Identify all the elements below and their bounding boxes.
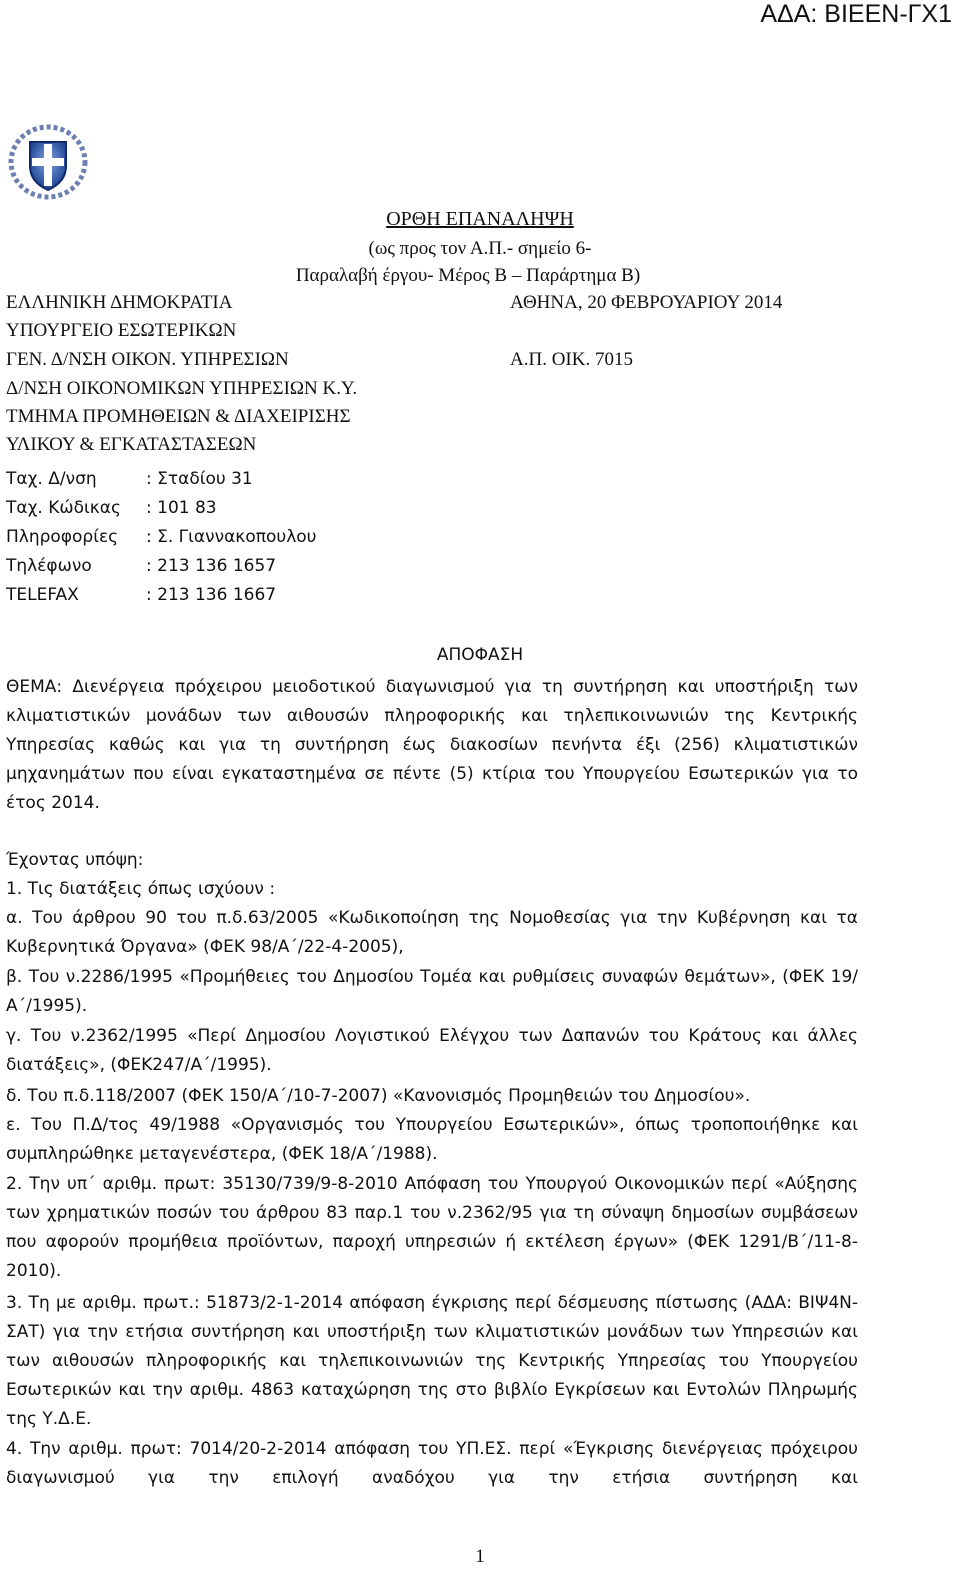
item-e: ε. Του Π.Δ/τος 49/1988 «Οργανισμός του Υπουργείου Εσωτερικών», όπως τροποποιήθηκε και συμπληρώθηκε μεταγενέστερα, (ΦΕΚ 18/Α΄/1988). xyxy=(6,1115,858,1164)
info-label: Τηλέφωνο xyxy=(6,556,92,576)
item-a: α. Του άρθρου 90 του π.δ.63/2005 «Κωδικοποίηση της Νομοθεσίας για την Κυβέρνηση και τα Κυβερνητικά Όργανα» (ΦΕΚ 98/Α΄/22-4-2005), xyxy=(6,908,858,957)
header-directorate-general: ΓΕΝ. Δ/ΝΣΗ ΟΙΚΟΝ. ΥΠΗΡΕΣΙΩΝ xyxy=(6,349,289,370)
header-directorate: Δ/ΝΣΗ ΟΙΚΟΝΟΜΙΚΩΝ ΥΠΗΡΕΣΙΩΝ Κ.Υ. xyxy=(6,378,358,399)
info-phone xyxy=(6,556,276,576)
doc-heading-note-2: Παραλαβή έργου- Μέρος Β – Παράρτημα Β) xyxy=(295,265,641,286)
item-1: 1. Τις διατάξεις όπως ισχύουν : xyxy=(6,879,276,899)
info-label: Ταχ. Κώδικας xyxy=(6,498,121,518)
header-protocol: Α.Π. ΟΙΚ. 7015 xyxy=(510,349,633,370)
page-number: 1 xyxy=(475,1546,485,1567)
greek-coat-of-arms-icon xyxy=(8,120,88,200)
info-address xyxy=(6,469,253,489)
info-value: : 213 136 1667 xyxy=(146,585,277,605)
header-department: ΤΜΗΜΑ ΠΡΟΜΗΘΕΙΩΝ & ΔΙΑΧΕΙΡΙΣΗΣ xyxy=(6,406,351,427)
header-republic: ΕΛΛΗΝΙΚΗ ΔΗΜΟΚΡΑΤΙΑ xyxy=(6,292,233,313)
header-ministry: ΥΠΟΥΡΓΕΙΟ ΕΣΩΤΕΡΙΚΩΝ xyxy=(6,320,237,341)
info-postcode xyxy=(6,498,217,518)
item-3: 3. Τη με αριθμ. πρωτ.: 51873/2-1-2014 απόφαση έγκρισης περί δέσμευσης πίστωσης (ΑΔΑ: ΒΙΨ4Ν-ΣΑΤ) για την ετήσια συντήρηση και υποστήριξη των κλιματιστικών μονάδων των Υπηρεσιών και των αιθουσών πληροφορικής και τηλεπικοινωνιών της Κεντρικής Υπηρεσίας του Υπουργείου Εσωτερικών και την αριθμ. 4863 καταχώρηση της στο βιβλίο Εγκρίσεων και Εντολών Πληρωμής της Υ.Δ.Ε. xyxy=(6,1293,858,1429)
ada-code: ΑΔΑ: ΒΙΕΕΝ-ΓΧ1 xyxy=(760,0,952,28)
info-value: : Σ. Γιαννακοπουλου xyxy=(146,527,317,547)
item-d: δ. Του π.δ.118/2007 (ΦΕΚ 150/Α΄/10-7-2007) «Κανονισμός Προμηθειών του Δημοσίου». xyxy=(6,1086,751,1106)
item-b: β. Του ν.2286/1995 «Προμήθειες του Δημοσίου Τομέα και ρυθμίσεις συναφών θεμάτων», (ΦΕΚ 19/Α΄/1995). xyxy=(6,967,858,1016)
info-contact xyxy=(6,527,317,547)
item-4: 4. Την αριθμ. πρωτ: 7014/20-2-2014 απόφαση του ΥΠ.ΕΣ. περί «Έγκρισης διενέργειας πρόχειρου διαγωνισμού για την επιλογή αναδόχου για την ετήσια συντήρηση και xyxy=(6,1439,858,1488)
info-label: Ταχ. Δ/νση xyxy=(6,469,97,489)
info-value: : Σταδίου 31 xyxy=(146,469,253,489)
item-2: 2. Την υπ΄ αριθμ. πρωτ: 35130/739/9-8-2010 Απόφαση του Υπουργού Οικονομικών περί «Αύξησης των χρηματικών ποσών του άρθρου 83 παρ.1 του ν.2362/95 για τη σύναψη δημοσίων συμβάσεων που αφορούν προμήθεια προϊόντων, παροχή υπηρεσιών ή εκτέλεση έργων» (ΦΕΚ 1291/Β΄/11-8-2010). xyxy=(6,1174,858,1281)
info-value: : 101 83 xyxy=(146,498,217,518)
info-label: Πληροφορίες xyxy=(6,527,119,547)
info-value: : 213 136 1657 xyxy=(146,556,277,576)
header-date: ΑΘΗΝΑ, 20 ΦΕΒΡΟΥΑΡΙΟΥ 2014 xyxy=(510,292,783,313)
info-label: TELEFAX xyxy=(6,585,79,605)
decision-title: ΑΠΟΦΑΣΗ xyxy=(436,645,524,665)
info-fax xyxy=(6,585,276,605)
header-department-2: ΥΛΙΚΟΥ & ΕΓΚΑΤΑΣΤΑΣΕΩΝ xyxy=(6,434,257,455)
doc-heading-repeat: ΟΡΘΗ ΕΠΑΝΑΛΗΨΗ xyxy=(386,208,574,230)
subject-paragraph: ΘΕΜΑ: Διενέργεια πρόχειρου μειοδοτικού διαγωνισμού για τη συντήρηση και υποστήριξη των κλιματιστικών μονάδων των αιθουσών πληροφορικής και τηλεπικοινωνιών της Κεντρικής Υπηρεσίας καθώς και για τη συντήρηση έως διακοσίων πενήντα έξι (256) κλιματιστικών μηχανημάτων που είναι εγκαταστημένα σε πέντε (5) κτίρια του Υπουργείου Εσωτερικών για το έτος 2014. xyxy=(6,677,858,813)
considering-label: Έχοντας υπόψη: xyxy=(6,850,144,870)
item-c: γ. Του ν.2362/1995 «Περί Δημοσίου Λογιστικού Ελέγχου των Δαπανών του Κράτους και άλλες διατάξεις», (ΦΕΚ247/Α΄/1995). xyxy=(6,1026,858,1075)
doc-heading-note: (ως προς τον Α.Π.- σημείο 6- xyxy=(368,238,592,259)
